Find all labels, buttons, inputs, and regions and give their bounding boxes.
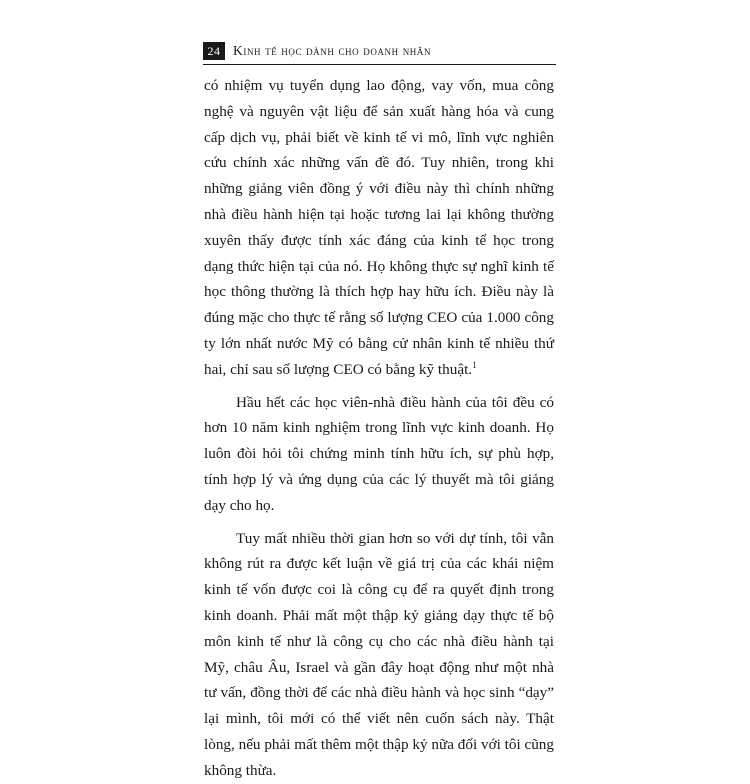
footnote-marker: 1 — [472, 359, 477, 370]
running-head — [203, 40, 563, 62]
page-number: 24 — [203, 42, 225, 60]
paragraph-1-text: có nhiệm vụ tuyển dụng lao động, vay vốn, mua công nghệ và nguyên vật liệu để sản xuất hàng hóa và cung cấp dịch vụ, phải biết về kinh tế vi mô, lĩnh vực nghiên cứu chính xác những vấn đề đó. Tuy nhiên, trong khi những giảng viên đồng ý với điều này thì chính những nhà điều hành hiện tại hoặc tương lai lại không thường xuyên thấy được tính xác đáng của kinh tế học trong dạng thức hiện tại của nó. Họ không thực sự nghĩ kinh tế học thông thường là thích hợp hay hữu ích. Điều này là đúng mặc cho thực tế rằng số lượng CEO của 1.000 công ty lớn nhất nước Mỹ có bằng cử nhân kinh tế nhiều thứ hai, chỉ sau số lượng CEO có bằng kỹ thuật. — [204, 77, 554, 378]
paragraph-2: Hầu hết các học viên-nhà điều hành của tôi đều có hơn 10 năm kinh nghiệm trong lĩnh vực kinh doanh. Họ luôn đòi hỏi tôi chứng minh tính hữu ích, sự phù hợp, tính hợp lý và ứng dụng của các lý thuyết mà tôi giảng dạy cho họ. — [204, 393, 554, 514]
book-title: Kinh tế học dành cho doanh nhân — [233, 43, 432, 58]
header-rule — [203, 64, 556, 65]
body-text — [204, 73, 554, 784]
paragraph-3: Tuy mất nhiều thời gian hơn so với dự tính, tôi vẫn không rút ra được kết luận về giá trị của các khái niệm kinh tế vốn được coi là công cụ để ra quyết định trong kinh doanh. Phải mất một thập kỷ giảng dạy thực tế bộ môn kinh tế như là công cụ cho các nhà điều hành tại Mỹ, châu Âu, Israel và gần đây hoạt động như một nhà tư vấn, đồng thời để các nhà điều hành và học sinh “dạy” lại mình, tôi mới có thể viết nên cuốn sách này. Thật lòng, nếu phải mất thêm một thập kỷ nữa đối với tôi cũng không thừa. — [204, 529, 554, 779]
paragraph-1 — [204, 73, 554, 383]
